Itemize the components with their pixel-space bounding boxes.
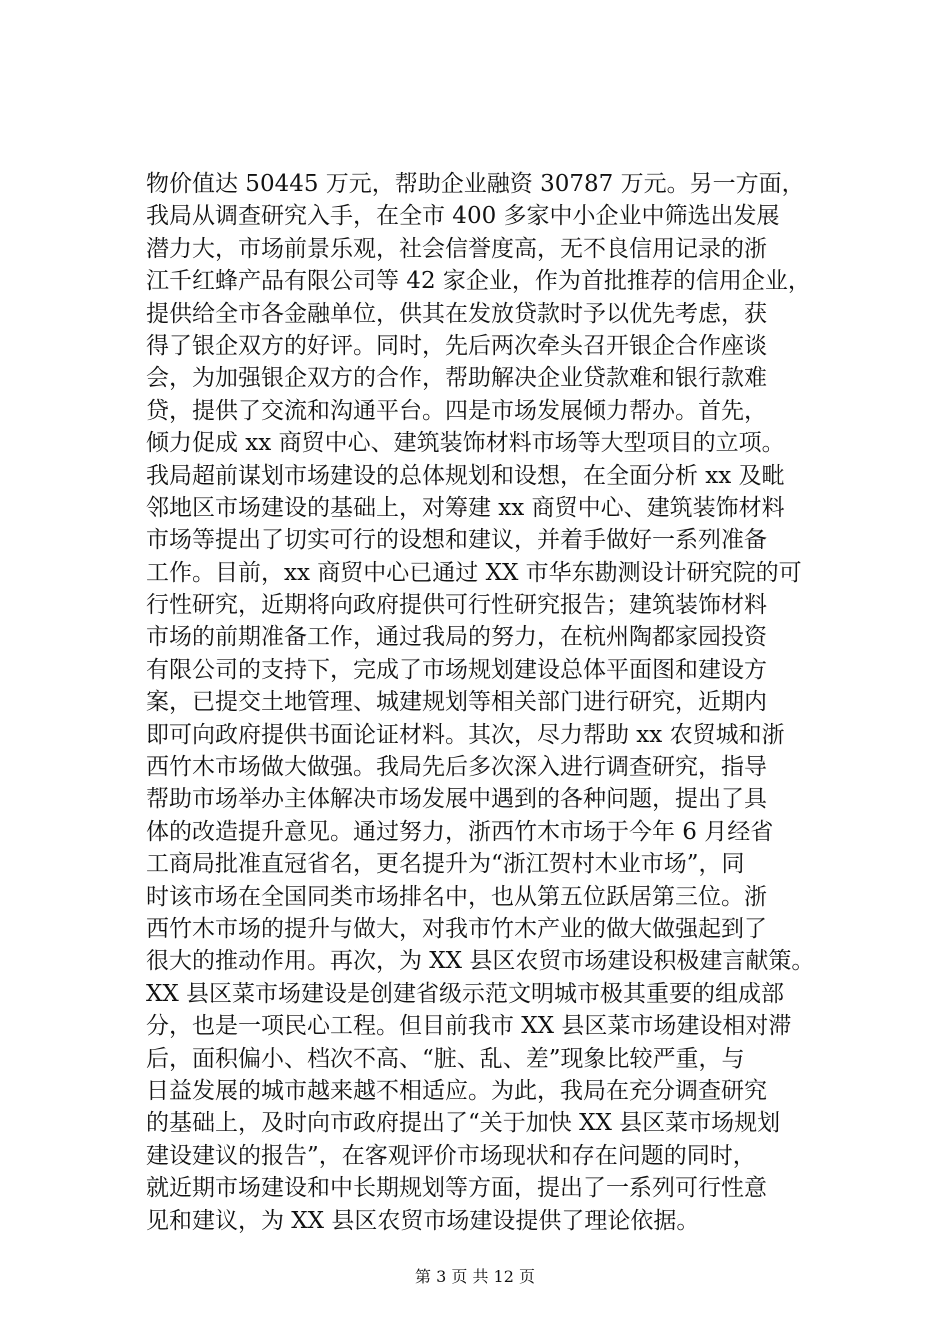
text-line: 江千红蜂产品有限公司等 42 家企业，作为首批推荐的信用企业， [146,268,811,295]
text-line: 邻地区市场建设的基础上，对筹建 xx 商贸中心、建筑装饰材料 [146,494,785,521]
page-footer: 第 3 页 共 12 页 [415,1267,535,1286]
text-line: 贷，提供了交流和沟通平台。四是市场发展倾力帮办。首先， [146,397,767,424]
text-line: 提供给全市各金融单位，供其在发放贷款时予以优先考虑，获 [146,300,767,327]
text-line: 有限公司的支持下，完成了市场规划建设总体平面图和建设方 [146,656,767,683]
text-line: 市场的前期准备工作，通过我局的努力，在杭州陶都家园投资 [146,624,767,651]
text-line: 工作。目前，xx 商贸中心已通过 XX 市华东勘测设计研究院的可 [146,559,802,586]
text-line: 倾力促成 xx 商贸中心、建筑装饰材料市场等大型项目的立项。 [146,430,785,457]
text-line: 得了银企双方的好评。同时，先后两次牵头召开银企合作座谈 [146,332,767,359]
text-line: 会，为加强银企双方的合作，帮助解决企业贷款难和银行款难 [146,365,767,392]
text-line: 日益发展的城市越来越不相适应。为此，我局在充分调查研究 [146,1077,767,1104]
text-line: 我局超前谋划市场建设的总体规划和设想，在全面分析 xx 及毗 [146,462,785,489]
text-line: 时该市场在全国同类市场排名中，也从第五位跃居第三位。浙 [146,883,767,910]
text-line: 即可向政府提供书面论证材料。其次，尽力帮助 xx 农贸城和浙 [146,721,785,748]
text-line: 后，面积偏小、档次不高、“脏、乱、差”现象比较严重，与 [146,1045,745,1072]
text-line: 就近期市场建设和中长期规划等方面，提出了一系列可行性意 [146,1175,767,1202]
text-line: 很大的推动作用。再次，为 XX 县区农贸市场建设积极建言献策。 [146,948,815,975]
text-line: 西竹木市场做大做强。我局先后多次深入进行调查研究，指导 [146,754,767,781]
body-paragraph [146,168,826,1237]
text-line: 体的改造提升意见。通过努力，浙西竹木市场于今年 6 月经省 [146,818,774,845]
text-line: 工商局批准直冠省名，更名提升为“浙江贺村木业市场”，同 [146,851,745,878]
text-line: 见和建议，为 XX 县区农贸市场建设提供了理论依据。 [146,1207,700,1234]
text-line: 我局从调查研究入手，在全市 400 多家中小企业中筛选出发展 [146,203,780,230]
text-line: 物价值达 50445 万元，帮助企业融资 30787 万元。另一方面， [146,171,805,197]
text-line: 市场等提出了切实可行的设想和建议，并着手做好一系列准备 [146,527,767,554]
text-line: 潜力大，市场前景乐观，社会信誉度高，无不良信用记录的浙 [146,235,767,262]
text-line: 分，也是一项民心工程。但目前我市 XX 县区菜市场建设相对滞 [146,1013,792,1040]
text-line: 西竹木市场的提升与做大，对我市竹木产业的做大做强起到了 [146,915,767,942]
text-line: 帮助市场举办主体解决市场发展中遇到的各种问题，提出了具 [146,786,767,813]
text-line: 建设建议的报告”，在客观评价市场现状和存在问题的同时， [146,1142,756,1169]
text-line: 案，已提交土地管理、城建规划等相关部门进行研究，近期内 [146,689,767,716]
text-line: 的基础上，及时向市政府提出了“关于加快 XX 县区菜市场规划 [146,1110,781,1137]
text-line: 行性研究，近期将向政府提供可行性研究报告；建筑装饰材料 [146,592,767,619]
text-line: XX 县区菜市场建设是创建省级示范文明城市极其重要的组成部 [146,980,785,1007]
